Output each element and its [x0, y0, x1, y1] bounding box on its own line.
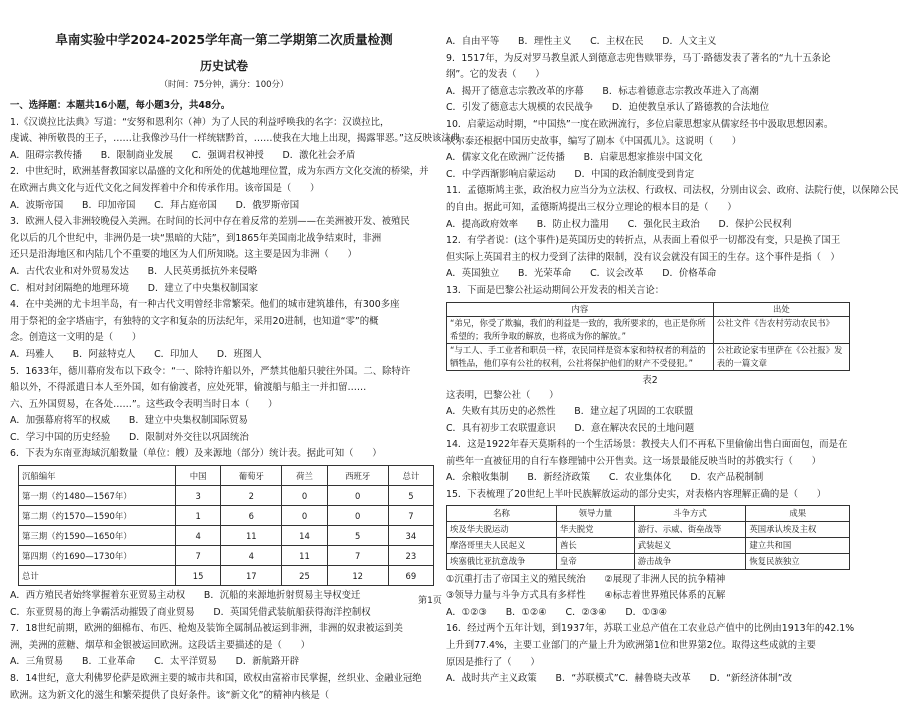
text-line: A．英国独立 B．光荣革命 C．议会改革 D．价格革命	[446, 268, 717, 280]
table-cell: 埃塞俄比亚抗意战争	[447, 553, 557, 569]
table-row	[19, 506, 434, 526]
table-row	[19, 526, 434, 546]
table-cell: 7	[176, 546, 221, 566]
table-row	[447, 343, 850, 370]
table-header-cell: 斗争方式	[634, 505, 746, 521]
table-cell: 7	[388, 506, 433, 526]
table-cell: 11	[282, 546, 327, 566]
table-cell: 第三期（约1590—1650年）	[19, 526, 176, 546]
text-line: 1.《汉谟拉比法典》写道：“安努和恩利尔（神）为了人民的利益呼唤我的名字：汉谟拉比，	[10, 116, 390, 128]
text-line: 六、五外国贸易，在各处……”。这些政令表明当时日本（ ）	[10, 398, 278, 410]
text-line: ①沉重打击了帝国主义的殖民统治 ②展现了非洲人民的抗争精神	[446, 573, 726, 585]
table-cell: 第四期（约1690—1730年）	[19, 546, 176, 566]
table-cell: 11	[221, 526, 282, 546]
text-line: 16．经过两个五年计划，到1937年，苏联工业总产值在工农业总产值中的比例由1913年的42.1%	[446, 623, 855, 635]
text-line: 用于祭祀的金字塔庙宇，有独特的文字和复杂的历法纪年，采用20进制，也知道“零”的概	[10, 315, 379, 327]
text-line: 虔诚、神所敬畏的王子，……让我像沙马什一样统辖黔首，……使我在大地上出现，揭露罪恶。”这反映该法典	[10, 133, 461, 145]
exam-info: （时间：75分钟，满分：100分）	[159, 80, 289, 90]
table-cell: 第一期（约1480—1567年）	[19, 486, 176, 506]
table-header-cell: 荷兰	[282, 466, 327, 486]
text-line: 2．中世纪时，欧洲基督教国家以晶盛的文化和所处的优越地理位置，成为东西方文化交流的桥梁，并	[10, 166, 429, 178]
table-row	[447, 537, 850, 553]
table-row	[19, 546, 434, 566]
question-block-left	[10, 115, 461, 463]
text-line: 念。创造这一文明的是（ ）	[10, 332, 142, 344]
table-header-row	[447, 302, 850, 316]
text-line: A．自由平等 B．理性主义 C．主权在民 D．人文主义	[446, 36, 717, 47]
text-line: A．①②③ B．①②④ C．②③④ D．①③④	[446, 606, 668, 618]
table-cell: 埃及华夫脱运动	[447, 521, 557, 537]
table-cell: 皇帝	[557, 553, 635, 569]
text-line: 这表明，巴黎公社（ ）	[446, 389, 559, 401]
table-header-cell: 葡萄牙	[221, 466, 282, 486]
exam-title: 阜南实验中学2024-2025学年高一第二学期第二次质量检测	[55, 32, 393, 47]
text-line: ③领导力量与斗争方式具有多样性 ④标志着世界殖民体系的瓦解	[446, 590, 726, 602]
text-line: 船以外，不得派遣日本人至外国，如有偷渡者，应处死罪，偷渡船与船主一并扣留……	[10, 382, 367, 394]
text-line: 还只是沿海地区和内陆几个不重要的地区为人们所知晓。这主要是因为非洲（ ）	[10, 249, 357, 261]
text-line: 5．1633年，德川幕府发布以下政令：“一、除特许船以外，严禁其他船只驶往外国。二、除特许	[10, 365, 411, 377]
table-cell: 3	[176, 486, 221, 506]
table-cell: 总计	[19, 566, 176, 586]
text-line: C．引发了德意志大规模的农民战争 D．迫使教皇承认了路德教的合法地位	[446, 102, 770, 114]
text-line: 伏尔泰还根据中国历史故事，编写了剧本《中国孤儿》。这说明（ ）	[446, 135, 742, 147]
table-row	[19, 566, 434, 586]
table-cell: 17	[221, 566, 282, 586]
text-line: 9．1517年，为反对罗马教皇派人到德意志兜售赎罪券，马丁·路德发表了著名的“九十五条论	[446, 52, 831, 64]
table-cell: 酋长	[557, 537, 635, 553]
text-line: A．三角贸易 B．工业革命 C．太平洋贸易 D．新航路开辟	[10, 656, 300, 668]
text-line: A．揭开了德意志宗教改革的序幕 B．标志着德意志宗教改革进入了高潮	[446, 85, 759, 97]
table-cell: 武装起义	[634, 537, 746, 553]
table-cell: 0	[327, 506, 388, 526]
text-line: A．儒家文化在欧洲广泛传播 B．启蒙思想家推崇中国文化	[446, 152, 703, 164]
text-line: C．相对封闭隔绝的地理环境 D．建立了中央集权制国家	[10, 282, 259, 294]
table-cell: 0	[282, 506, 327, 526]
text-line: A．余粮收集制 B．新经济政策 C．农业集体化 D．农产品税制制	[446, 472, 764, 484]
text-line: 化以后的几个世纪中，非洲仍是一块“黑暗的大陆”，到1865年美国南北战争结束时，非洲	[10, 232, 382, 244]
table-cell: 5	[327, 526, 388, 546]
text-line: 8．14世纪，意大利佛罗伦萨是欧洲主要的城市共和国，欧权由富裕市民掌握，丝织业、金融业冠绝	[10, 673, 422, 685]
table-header-row	[19, 466, 434, 486]
table-header-cell: 总计	[388, 466, 433, 486]
text-line: 12．有学者说：(这个事件)是英国历史的转折点，从表面上看似乎一切都没有变，只是换了国王	[446, 235, 841, 247]
table-row	[447, 521, 850, 537]
table-cell: 英国承认埃及主权	[746, 521, 850, 537]
text-line: 原因是推行了（ ）	[446, 656, 540, 668]
table-cell: 12	[327, 566, 388, 586]
table-cell: “弟兄，你受了欺骗，我们的利益是一致的，我所要求的，也正是你所希望的；我所争取的解放，也将成为你的解放。”	[447, 316, 714, 343]
exam-subject: 历史试卷	[199, 59, 248, 73]
text-line: C．东亚贸易的海上争霸活动摧毁了商业贸易 D．英国凭借武装航船获得海洋控制权	[10, 606, 371, 618]
table-header-cell: 西班牙	[327, 466, 388, 486]
paris-commune-table	[446, 302, 850, 371]
table-cell: 15	[176, 566, 221, 586]
table-header-cell: 出处	[713, 302, 849, 316]
table-header-row	[447, 505, 850, 521]
table-header-cell: 领导力量	[557, 505, 635, 521]
table-cell: 建立共和国	[746, 537, 850, 553]
right-column	[446, 0, 899, 685]
table-header-cell: 成果	[746, 505, 850, 521]
table-cell: 25	[282, 566, 327, 586]
table-cell: 14	[282, 526, 327, 546]
text-line: 上升到77.4%，主要工业部门的产量上升为欧洲第1位和世界第2位。取得这些成就的主要	[446, 640, 816, 652]
text-line: C．具有初步工农联盟意识 D．意在解决农民的土地问题	[446, 422, 695, 434]
text-line: 但实际上英国君主的权力受到了法律的限制，没有议会就没有国王的生存。这个事件是指（ ）	[446, 251, 840, 263]
table-cell: 恢复民族独立	[746, 553, 850, 569]
table-cell: 2	[221, 486, 282, 506]
text-line: 前些年一直被征用的自行车修理铺中公开售卖。这一场景最能反映当时的苏俄实行（ ）	[446, 455, 822, 467]
shipwreck-table	[18, 465, 434, 586]
text-line: 15．下表梳理了20世纪上半叶民族解放运动的部分史实，对表格内容理解正确的是（ ）	[446, 489, 827, 501]
page-number: 第1页	[418, 596, 442, 606]
text-line: 6．下表为东南亚海域沉船数量（单位：艘）及来源地（部分）统计表。据此可知（ ）	[10, 448, 382, 460]
text-line: A．阻碍宗教传播 B．限制商业发展 C．强调君权神授 D．激化社会矛盾	[10, 149, 356, 161]
table-header-cell: 内容	[447, 302, 714, 316]
table-cell: 摩洛哥里夫人民起义	[447, 537, 557, 553]
text-line: A．波斯帝国 B．印加帝国 C．拜占庭帝国 D．俄罗斯帝国	[10, 199, 300, 211]
table-cell: 华夫脱党	[557, 521, 635, 537]
table-cell: 7	[327, 546, 388, 566]
text-line: 10．启蒙运动时期，“中国热”一度在欧洲流行，多位启蒙思想家从儒家经书中汲取思想因素。	[446, 118, 834, 130]
table-cell: “与工人、手工业者和职员一样，农民同样是资本家和特权者的利益的牺牲品，他们享有公社的权利，公社将保护他们的财产不受侵犯。”	[447, 343, 714, 370]
text-line: A．加强幕府将军的权威 B．建立中央集权制国际贸易	[10, 415, 248, 427]
table-row	[447, 553, 850, 569]
text-line: 4．在中美洲的尤卡坦半岛，有一种古代文明曾经非常繁荣。他们的城市建筑雄伟，有300多座	[10, 299, 400, 311]
text-line: A．战时共产主义政策 B．“苏联模式”C．赫鲁晓夫改革 D．“新经济体制”改	[446, 673, 793, 685]
table-cell: 4	[176, 526, 221, 546]
text-line: 3．欧洲人侵入非洲较晚侵入美洲。在时间的长河中存在着反常的差别——在美洲被开发、被殖民	[10, 216, 410, 228]
text-line: 14．这是1922年春天莫斯科的一个生活场景：教授夫人们不再私下里偷偷出售白面面包，而是在	[446, 439, 848, 451]
table-cell: 第二期（约1570—1590年）	[19, 506, 176, 526]
text-line: A．西方殖民者始终掌握着东亚贸易主动权 B．沉船的来源地折射贸易主导权变迁	[10, 590, 361, 602]
table-cell: 游击战争	[634, 553, 746, 569]
table-header-cell: 沉船编年	[19, 466, 176, 486]
table-cell: 游行、示威、街垒战等	[634, 521, 746, 537]
table-header-cell: 名称	[447, 505, 557, 521]
text-line: C．学习中国的历史经验 D．限制对外交往以巩固统治	[10, 431, 249, 443]
table-cell: 69	[388, 566, 433, 586]
text-line: C．中学西渐影响启蒙运动 D．中国的政治制度受到肯定	[446, 168, 695, 180]
text-line: A．玛雅人 B．阿兹特克人 C．印加人 D．班图人	[10, 348, 262, 360]
text-line: 13．下面是巴黎公社运动期间公开发表的相关言论：	[446, 284, 665, 296]
section-heading: 一、选择题：本题共16小题，每小题3分，共48分。	[10, 100, 231, 111]
table-cell: 公社文件《告农村劳动农民书》	[713, 316, 849, 343]
question-block-right-2	[446, 388, 854, 504]
table-cell: 0	[327, 486, 388, 506]
table-cell: 公社政论家韦里萨在《公社报》发表的一篇文章	[713, 343, 849, 370]
text-line: 欧洲。这为新文化的滋生和繁荣提供了良好条件。该“新文化”的精神内核是（	[10, 689, 330, 701]
liberation-table	[446, 505, 850, 570]
table-cell: 34	[388, 526, 433, 546]
question-block-right	[446, 34, 899, 300]
table-caption: 表2	[642, 374, 658, 386]
table-cell: 6	[221, 506, 282, 526]
text-line: 11．孟德斯鸠主张，政治权力应当分为立法权、行政权、司法权，分别由议会、政府、法院行使，以保障公民	[446, 185, 899, 197]
table-cell: 4	[221, 546, 282, 566]
text-line: 洲，美洲的蔗糖、烟草和金银被运回欧洲。这段话主要描述的是（ ）	[10, 639, 311, 651]
table-cell: 5	[388, 486, 433, 506]
table-cell: 1	[176, 506, 221, 526]
text-line: A．提高政府效率 B．防止权力滥用 C．强化民主政治 D．保护公民权利	[446, 218, 792, 230]
table-header-cell: 中国	[176, 466, 221, 486]
text-line: 在欧洲古典文化与近代文化之间发挥着中介和传承作用。该帝国是（ ）	[10, 182, 320, 194]
table-row	[447, 316, 850, 343]
text-line: A．失败有其历史的必然性 B．建立起了巩固的工农联盟	[446, 406, 694, 418]
text-line: 的自由。据此可知，孟德斯鸠提出三权分立理论的根本目的是（ ）	[446, 201, 737, 213]
table-cell: 0	[282, 486, 327, 506]
table-cell: 23	[388, 546, 433, 566]
left-column	[10, 0, 461, 701]
text-line: 7．18世纪前期，欧洲的細棉布、布匹、枪炮及装饰全属制品被运到非洲，非洲的奴隶被运到美	[10, 623, 403, 635]
text-line: 纲”。它的发表（ ）	[446, 69, 545, 81]
table-row	[19, 486, 434, 506]
question-block-right-3	[446, 572, 854, 688]
text-line: A．古代农业和对外贸易发达 B．人民英勇抵抗外来侵略	[10, 265, 258, 277]
